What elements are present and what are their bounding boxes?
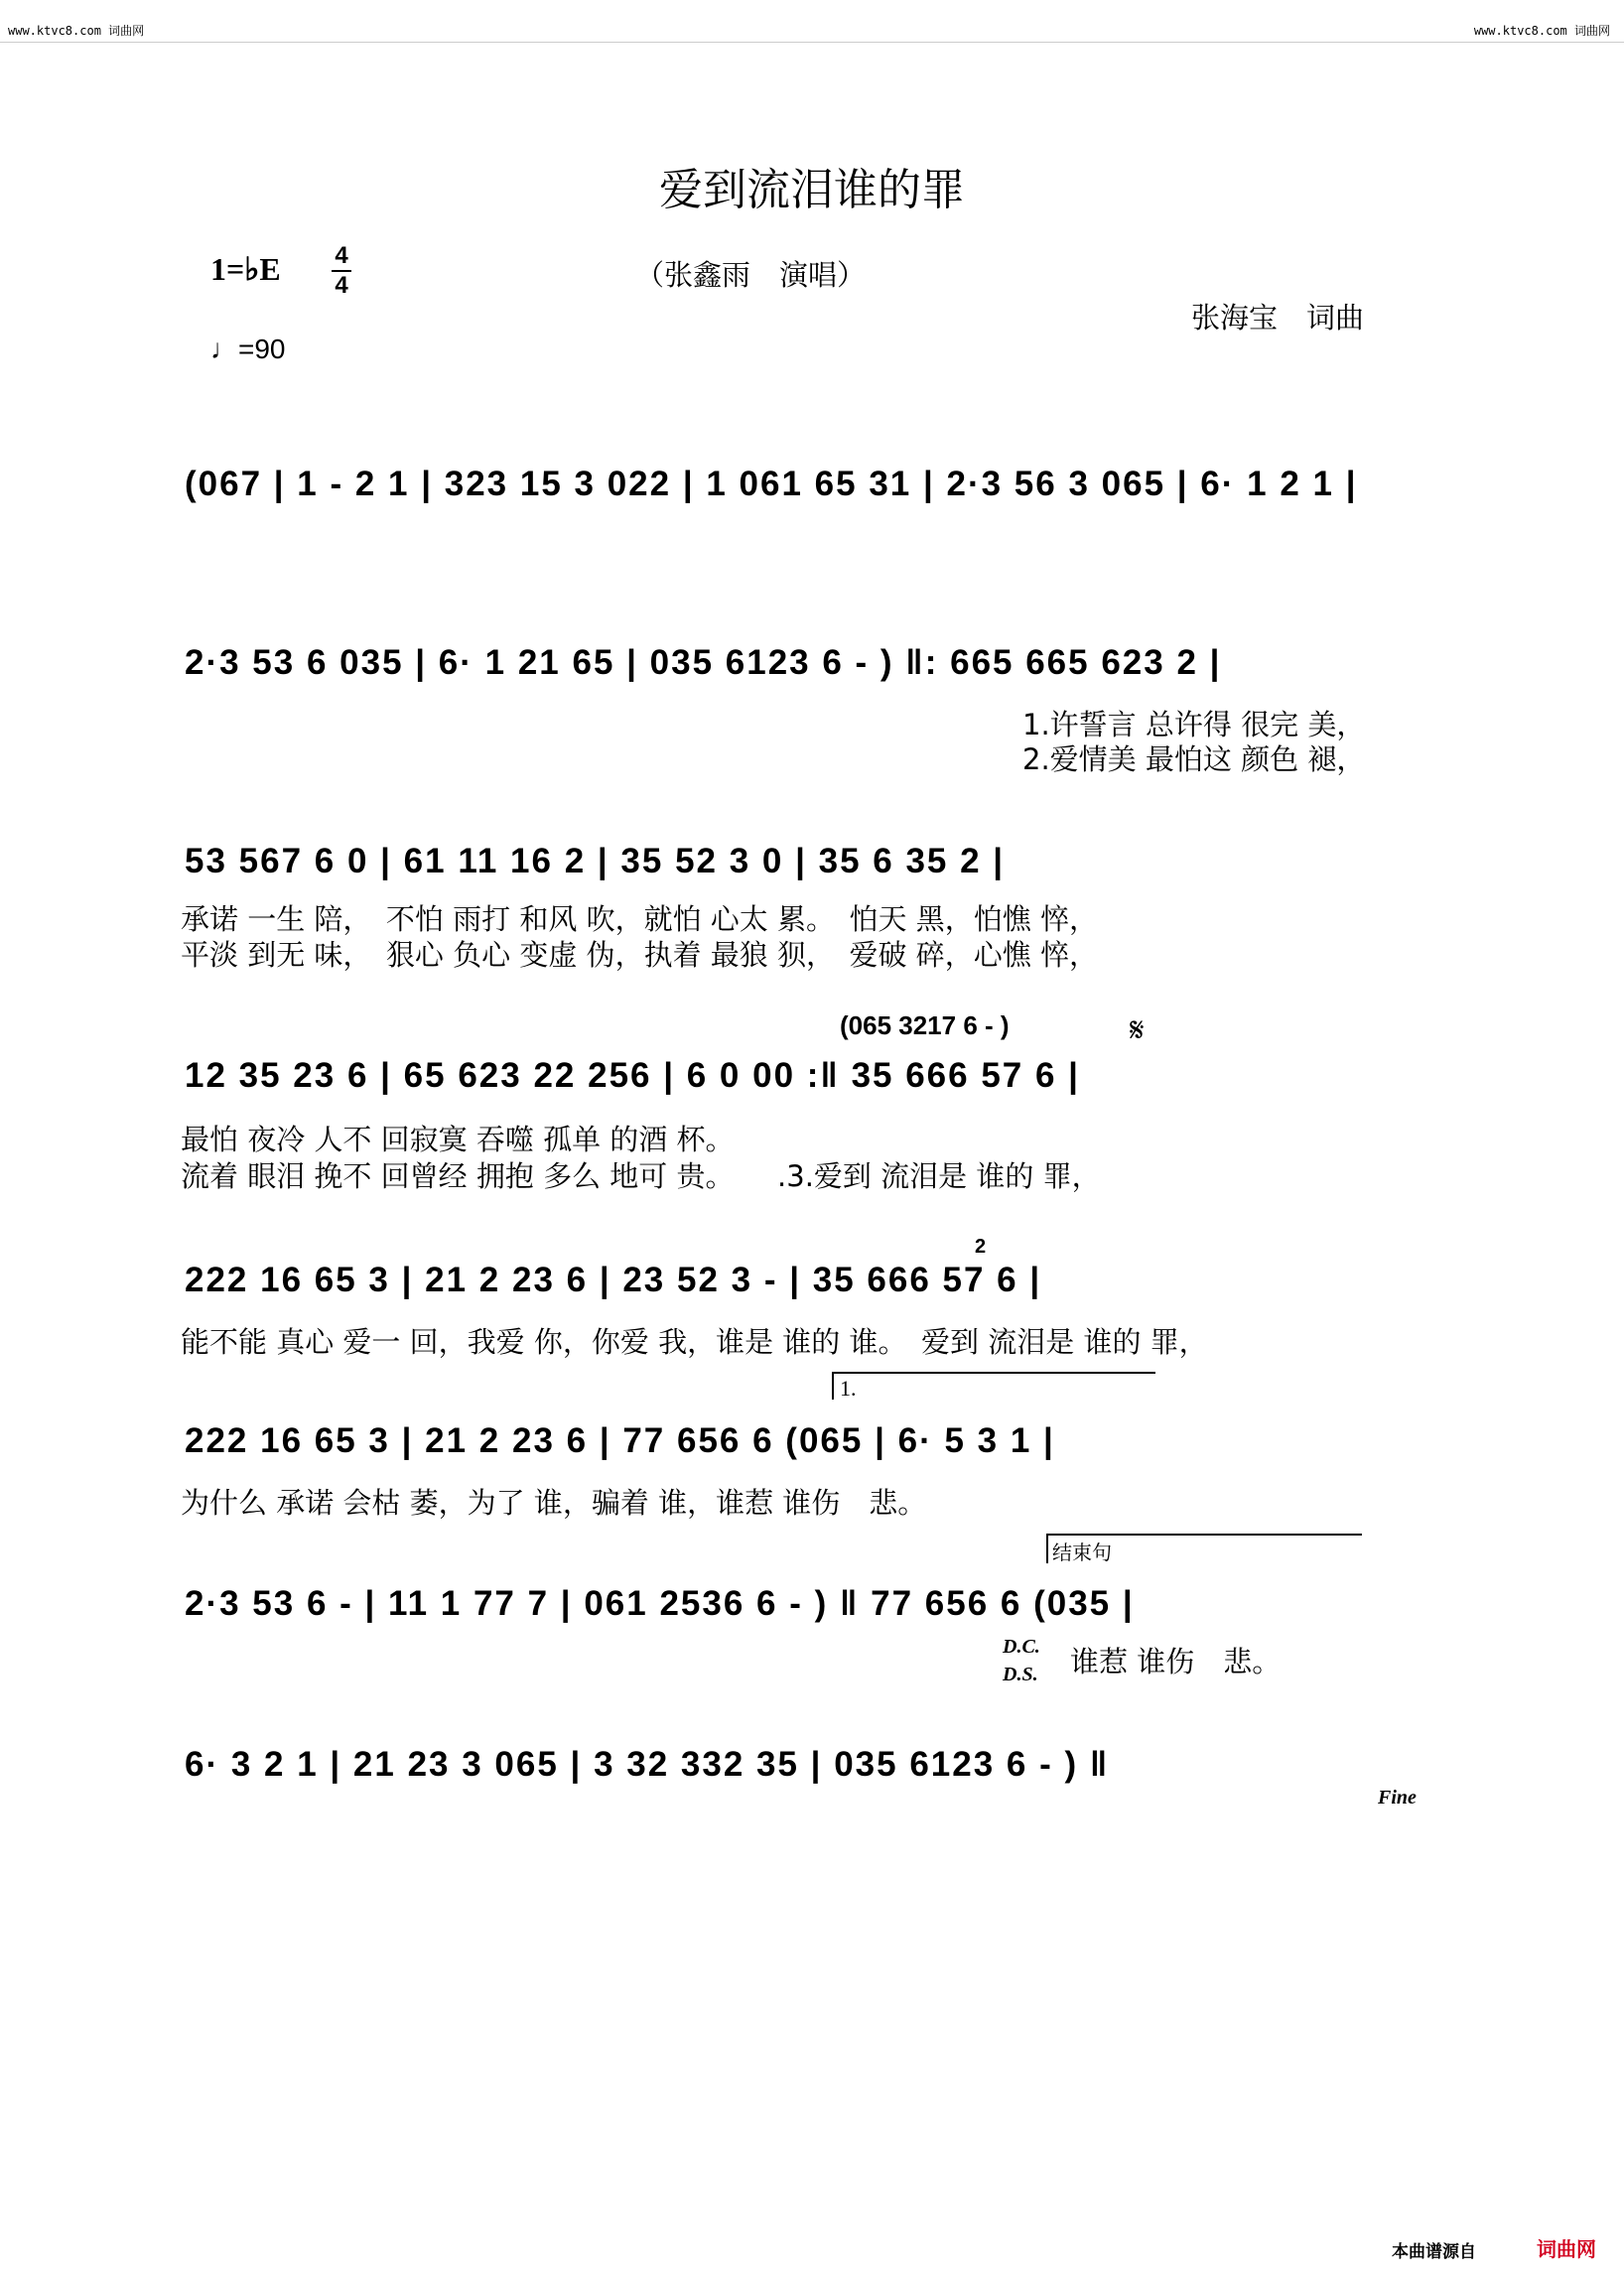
lyric-row-3-verse-1: 承诺 一生 陪， 不怕 雨打 和风 吹，就怕 心太 累。 怕天 黑，怕憔 悴， — [181, 902, 1098, 936]
lyric-row-4-verse-2: 流着 眼泪 挽不 回曾经 拥抱 多么 地可 贵。 .3.爱到 流泪是 谁的 罪， — [181, 1159, 1101, 1193]
ending-bracket-hook — [1046, 1534, 1048, 1563]
singer-credit: （张鑫雨 演唱） — [635, 258, 867, 292]
score-row-6: 222 16 65 3 | 21 2 23 6 | 77 656 6 (065 | 6· 5 3 1 | — [185, 1421, 1055, 1460]
ending-bracket — [1046, 1534, 1362, 1536]
ds-marking: D.S. — [1003, 1664, 1038, 1685]
lyric-row-5: 能不能 真心 爱一 回，我爱 你，你爱 我，谁是 谁的 谁。 爱到 流泪是 谁的 罪， — [181, 1325, 1208, 1359]
score-row-2: 2·3 53 6 035 | 6· 1 21 65 | 035 6123 6 - ) ‖: 665 665 623 2 | — [185, 643, 1222, 682]
lyric-row-3-verse-2: 平淡 到无 味， 狠心 负心 变虚 伪，执着 最狼 狈， 爱破 碎，心憔 悴， — [181, 938, 1098, 972]
lyric-row-7: 谁惹 谁伤 悲。 — [1070, 1645, 1282, 1678]
dc-marking: D.C. — [1003, 1636, 1040, 1658]
lyric-row-2-verse-2: 2.爱情美 最怕这 颜色 褪， — [1022, 742, 1366, 776]
song-title: 爱到流泪谁的罪 — [659, 165, 965, 215]
footer-source-label: 本曲谱源自 — [1392, 2242, 1476, 2262]
ending-label: 结束句 — [1052, 1541, 1112, 1564]
score-row-8: 6· 3 2 1 | 21 23 3 065 | 3 32 332 35 | 035 6123 6 - ) ‖ — [185, 1745, 1110, 1784]
score-row-4: 12 35 23 6 | 65 623 22 256 | 6 0 00 :‖ 35 666 57 6 | — [185, 1056, 1080, 1095]
lyric-row-6: 为什么 承诺 会枯 萎，为了 谁，骗着 谁，谁惹 谁伤 悲。 — [181, 1486, 927, 1520]
score-row-1: (067 | 1 - 2 1 | 323 15 3 022 | 1 061 65 31 | 2·3 56 3 065 | 6· 1 2 1 | — [185, 465, 1358, 503]
score-row-7: 2·3 53 6 - | 11 1 77 7 | 061 2536 6 - ) ‖ 77 656 6 (035 | — [185, 1584, 1135, 1623]
score-row-3: 53 567 6 0 | 61 11 16 2 | 35 52 3 0 | 35 6 35 2 | — [185, 842, 1006, 880]
lyric-row-4-verse-1: 最怕 夜冷 人不 回寂寞 吞噬 孤单 的酒 杯。 — [181, 1123, 735, 1156]
key-signature: 1=♭E — [210, 251, 281, 287]
volta-number: 1. — [840, 1376, 857, 1401]
score-row-4-alternate: (065 3217 6 - ) — [840, 1010, 1010, 1040]
segno-sign: 𝄋 — [1130, 1010, 1145, 1050]
footer-site-logo: 词曲网 — [1537, 2237, 1596, 2261]
volta-bracket — [832, 1372, 1155, 1374]
time-signature — [332, 244, 351, 298]
volta-bracket-hook — [832, 1372, 834, 1400]
header-divider — [0, 42, 1624, 43]
source-label-left: www.ktvc8.com 词曲网 — [8, 24, 145, 38]
tempo-marking: ♩=90 — [210, 334, 286, 364]
time-numerator: 4 — [335, 242, 348, 269]
score-row-5: 222 16 65 3 | 21 2 23 6 | 23 52 3 - | 35 666 57 6 | — [185, 1261, 1042, 1299]
source-label-right: www.ktvc8.com 词曲网 — [1473, 24, 1610, 38]
fine-marking: Fine — [1378, 1787, 1417, 1809]
time-denominator: 4 — [335, 272, 348, 299]
author-credit: 张海宝 词曲 — [1191, 301, 1365, 335]
lyric-row-2-verse-1: 1.许誓言 总许得 很完 美， — [1022, 708, 1366, 741]
turn-ornament: 2 — [975, 1236, 987, 1258]
